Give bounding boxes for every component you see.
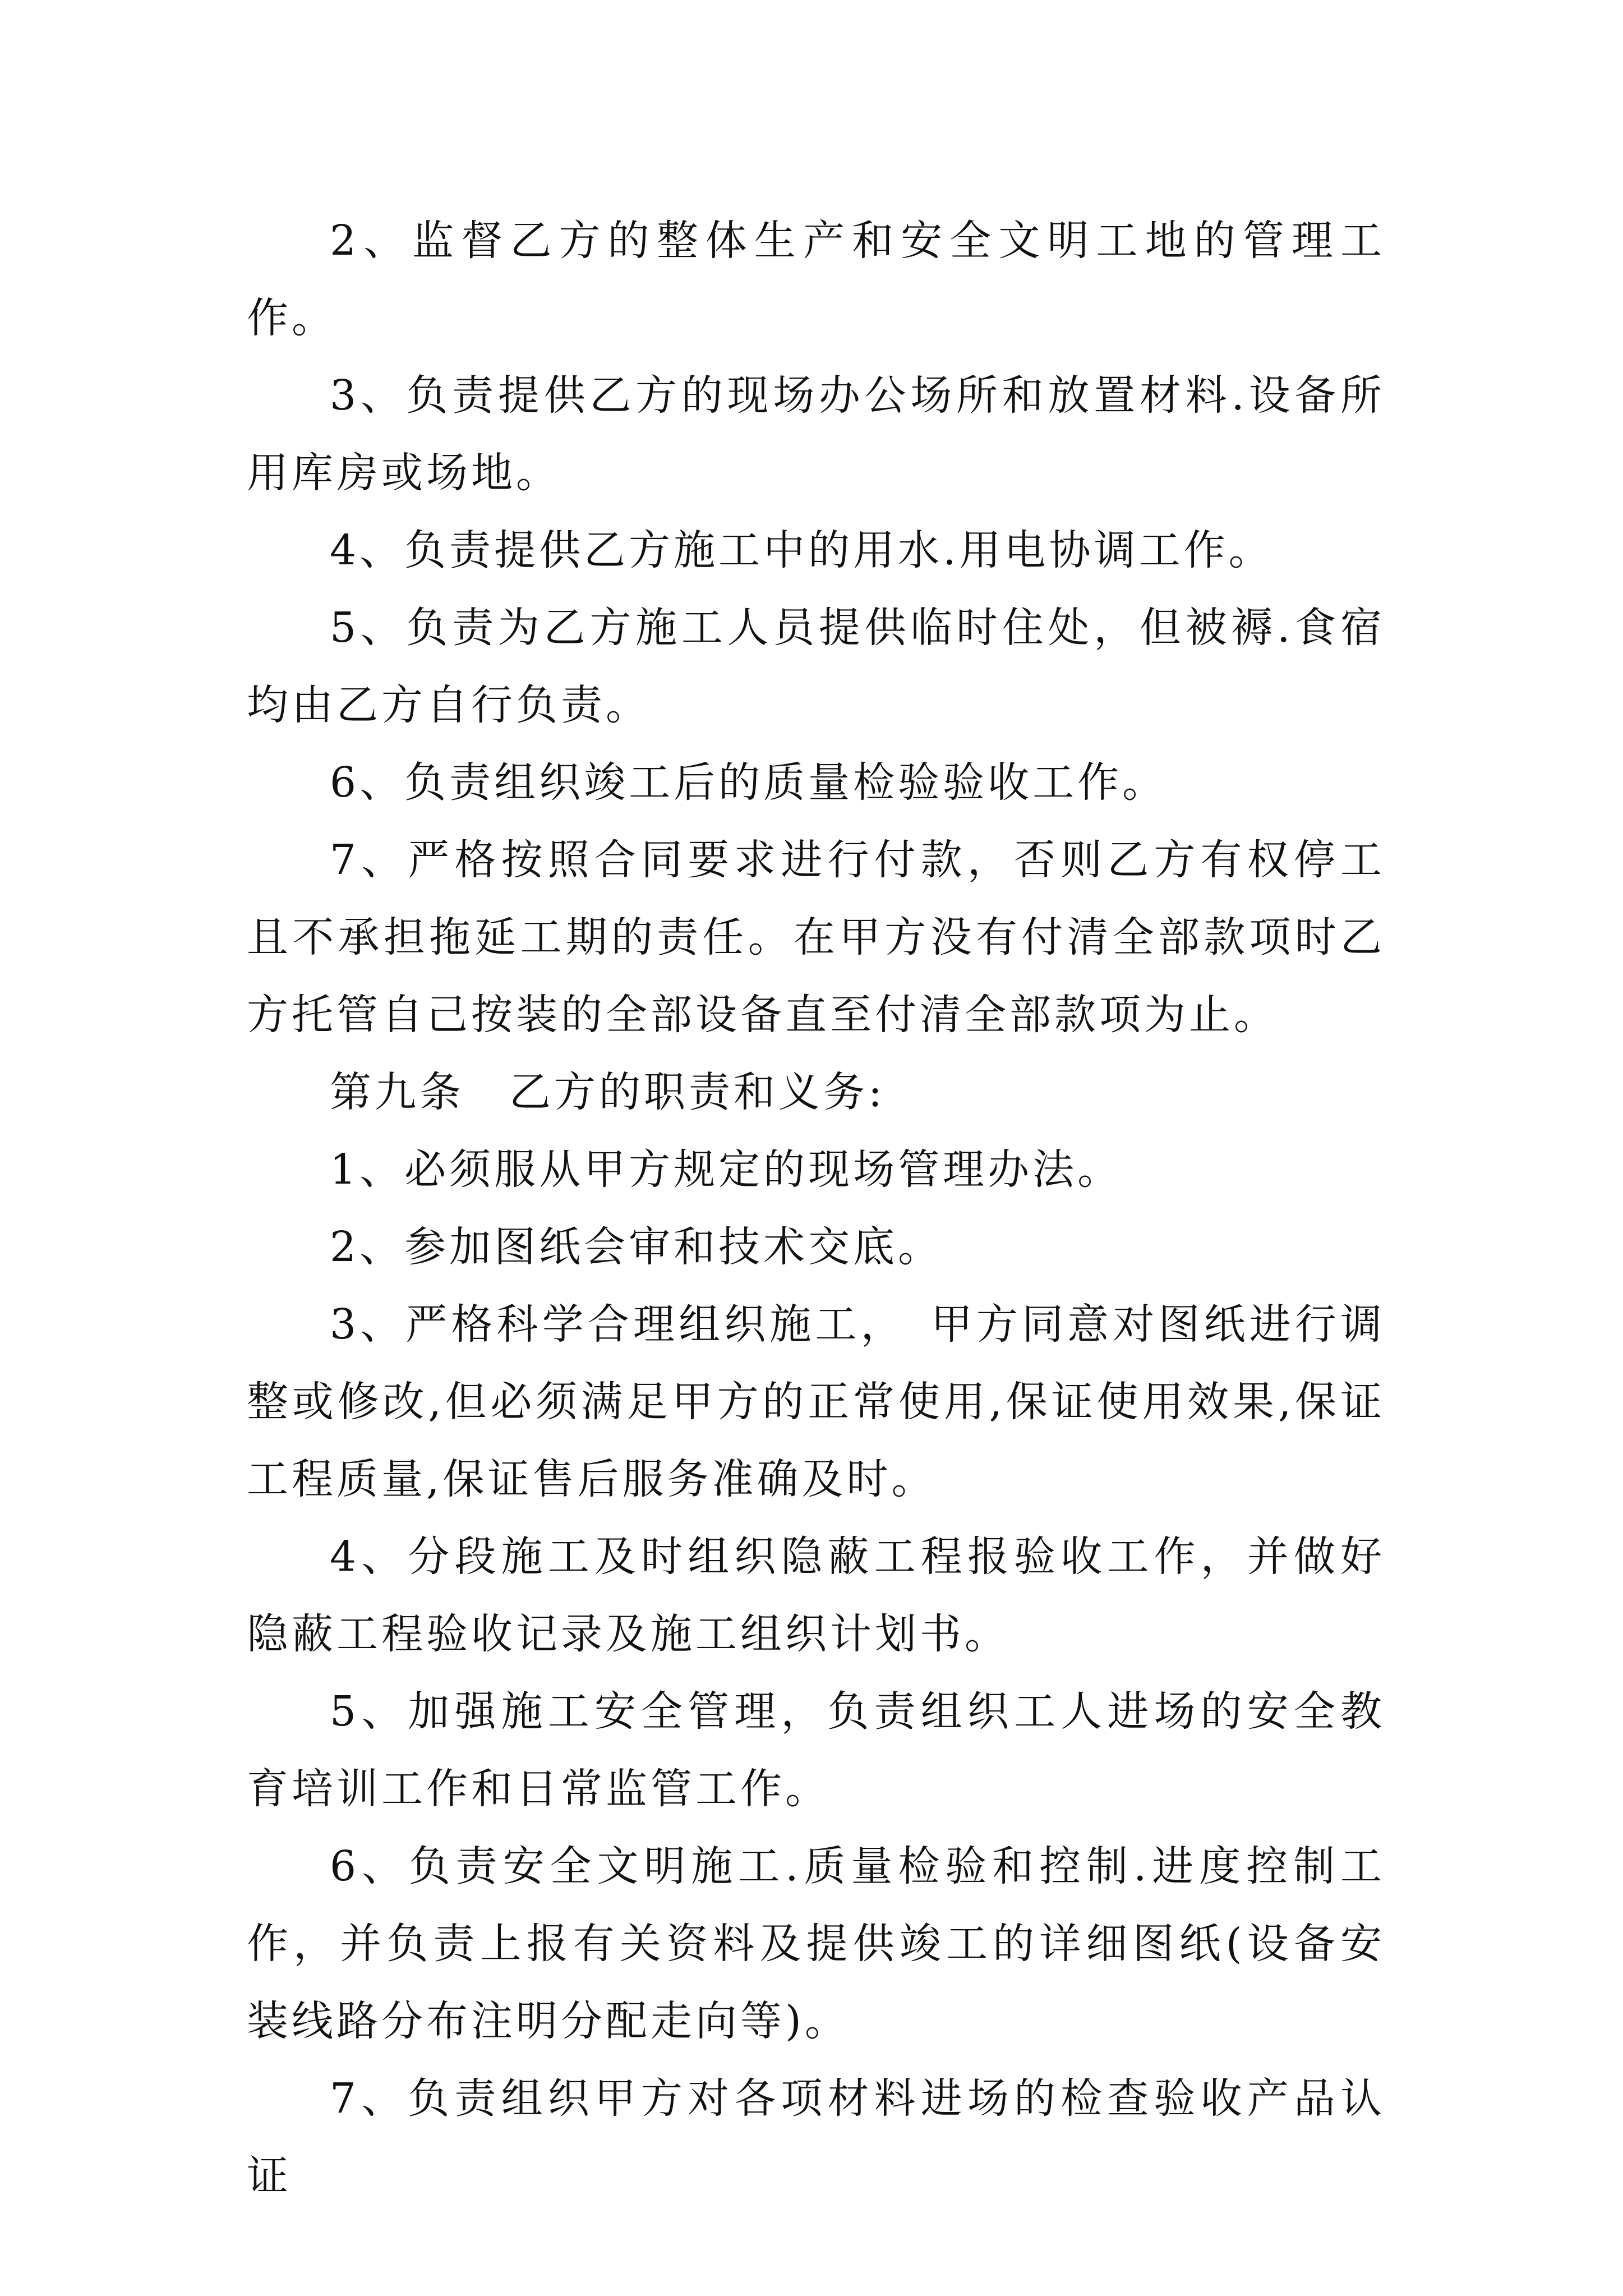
paragraph-contractor-duty-7: 7、负责组织甲方对各项材料进场的检查验收产品认证 [247, 2074, 1385, 2200]
paragraph-contractor-duty-1: 1、必须服从甲方规定的现场管理办法。 [330, 1145, 1123, 1194]
paragraph-contractor-duty-6: 6、负责安全文明施工.质量检验和控制.进度控制工作，并负责上报有关资料及提供竣工的详细图纸(设备安装线路分布注明分配走向等)。 [247, 1842, 1385, 2045]
document-body [247, 202, 1385, 2215]
paragraph-owner-duty-4: 4、负责提供乙方施工中的用水.用电协调工作。 [330, 526, 1274, 574]
paragraph-owner-duty-7: 7、严格按照合同要求进行付款，否则乙方有权停工且不承担拖延工期的责任。在甲方没有付清全部款项时乙方托管自己按装的全部设备直至付清全部款项为止。 [247, 836, 1385, 1039]
paragraph-contractor-duty-4: 4、分段施工及时组织隐蔽工程报验收工作，并做好隐蔽工程验收记录及施工组织计划书。 [247, 1533, 1385, 1658]
paragraph-contractor-duty-3: 3、严格科学合理组织施工， 甲方同意对图纸进行调整或修改,但必须满足甲方的正常使用,保证使用效果,保证工程质量,保证售后服务准确及时。 [247, 1300, 1385, 1503]
paragraph-contractor-duty-5: 5、加强施工安全管理，负责组织工人进场的安全教育培训工作和日常监管工作。 [247, 1687, 1385, 1813]
paragraph-contractor-duty-2: 2、参加图纸会审和技术交底。 [330, 1223, 943, 1271]
paragraph-owner-duty-5: 5、负责为乙方施工人员提供临时住处，但被褥.食宿均由乙方自行负责。 [247, 604, 1385, 729]
article-nine-heading: 第九条 乙方的职责和义务: [330, 1068, 886, 1116]
paragraph-owner-duty-3: 3、负责提供乙方的现场办公场所和放置材料.设备所用库房或场地。 [247, 371, 1385, 497]
paragraph-owner-duty-2: 2、监督乙方的整体生产和安全文明工地的管理工作。 [247, 217, 1385, 342]
paragraph-owner-duty-6: 6、负责组织竣工后的质量检验验收工作。 [330, 758, 1168, 807]
